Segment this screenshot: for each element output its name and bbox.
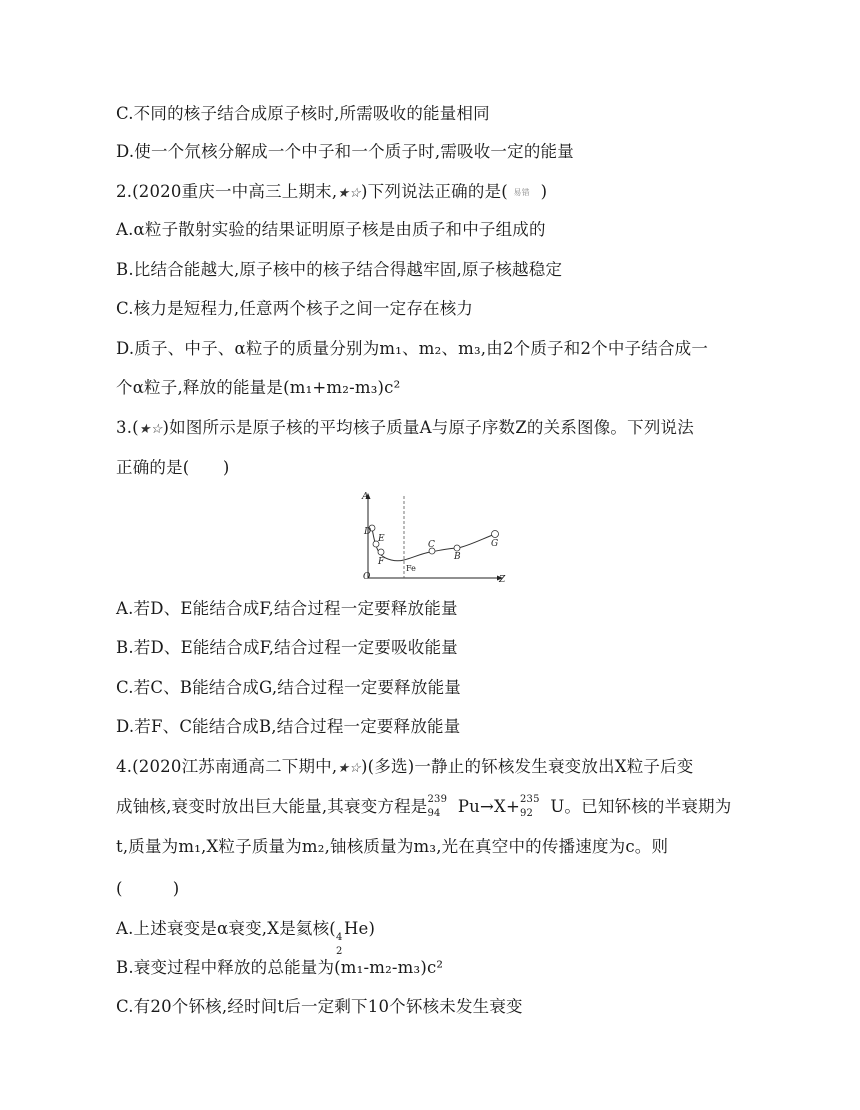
q3-number: 3.(: [116, 418, 139, 437]
u-symbol: U。已知钚核的半衰期为: [550, 797, 732, 816]
q4-source: 4.(2020江苏南通高二下期中,: [116, 757, 338, 776]
axis-label-z: Z: [499, 575, 506, 585]
axis-label-a: A: [362, 492, 369, 502]
label-b: B: [454, 552, 461, 562]
q4-line2-text: 成铀核,衰变时放出巨大能量,其衰变方程是: [116, 797, 428, 816]
q2-tag: 易错: [513, 188, 530, 197]
q4-option-b: B.衰变过程中释放的总能量为(m₁-m₂-m₃)c²: [116, 958, 444, 977]
q4-option-a: A.上述衰变是α衰变,X是氦核( 4 2 He): [116, 919, 376, 957]
question-3-stem: [116, 417, 694, 441]
q2-close: ): [540, 182, 548, 201]
q2-option-c: C.核力是短程力,任意两个核子之间一定存在核力: [116, 299, 474, 318]
q3-option-a: A.若D、E能结合成F,结合过程一定要释放能量: [116, 599, 458, 618]
q2-option-b: B.比结合能越大,原子核中的核子结合得越牢固,原子核越稳定: [116, 260, 563, 279]
difficulty-star-icon: ★☆: [337, 761, 362, 776]
q3-option-c: C.若C、B能结合成G,结合过程一定要释放能量: [116, 678, 461, 697]
q2-source: 2.(2020重庆一中高三上期末,: [116, 182, 338, 201]
q4-answer-bracket: ( ): [116, 879, 180, 898]
q2-option-d-line1: D.质子、中子、α粒子的质量分别为m₁、m₂、m₃,由2个质子和2个中子结合成一: [116, 339, 709, 358]
q2-text: )下列说法正确的是(: [361, 182, 508, 201]
label-c: C: [428, 540, 435, 550]
q3-option-b: B.若D、E能结合成F,结合过程一定要吸收能量: [116, 638, 458, 657]
question-4-stem: [116, 756, 694, 780]
pu-nuclide: 239 94: [427, 794, 448, 819]
origin-label: O: [363, 572, 371, 582]
option-d-prev: D.使一个氘核分解成一个中子和一个质子时,需吸收一定的能量: [116, 142, 574, 161]
point-b: [454, 545, 460, 551]
label-e: E: [378, 534, 385, 544]
q4-option-a-text: A.上述衰变是α衰变,X是氦核(: [116, 919, 336, 938]
difficulty-star-icon: ★☆: [337, 186, 362, 201]
q2-option-a: A.α粒子散射实验的结果证明原子核是由质子和中子组成的: [116, 220, 546, 239]
option-c-prev: C.不同的核子结合成原子核时,所需吸收的能量相同: [116, 104, 490, 123]
q4-option-c: C.有20个钚核,经时间t后一定剩下10个钚核未发生衰变: [116, 997, 523, 1016]
q3-text: )如图所示是原子核的平均核子质量A与原子序数Z的关系图像。下列说法: [162, 418, 694, 437]
point-g: [492, 531, 499, 538]
q3-stem-line2: 正确的是( ): [116, 458, 230, 477]
he-symbol: He): [343, 919, 376, 938]
q3-option-d: D.若F、C能结合成B,结合过程一定要释放能量: [116, 717, 461, 736]
mass-number-graph: [350, 490, 510, 586]
u-nuclide: 235 92: [519, 794, 540, 819]
q4-stem-line3: t,质量为m₁,X粒子质量为m₂,铀核质量为m₃,光在真空中的传播速度为c。则: [116, 837, 669, 856]
question-2-stem: [116, 181, 547, 205]
label-g: G: [491, 539, 499, 549]
difficulty-star-icon: ★☆: [138, 422, 163, 437]
pu-symbol: Pu→X+: [457, 797, 520, 816]
label-d: D: [364, 527, 372, 537]
q4-text: )(多选)一静止的钚核发生衰变放出X粒子后变: [361, 757, 694, 776]
q4-stem-line2: [116, 796, 731, 818]
fe-label: Fe: [406, 564, 416, 573]
q2-option-d-line2: 个α粒子,释放的能量是(m₁+m₂-m₃)c²: [116, 378, 401, 397]
label-f: F: [378, 557, 385, 567]
point-f: [378, 549, 384, 555]
